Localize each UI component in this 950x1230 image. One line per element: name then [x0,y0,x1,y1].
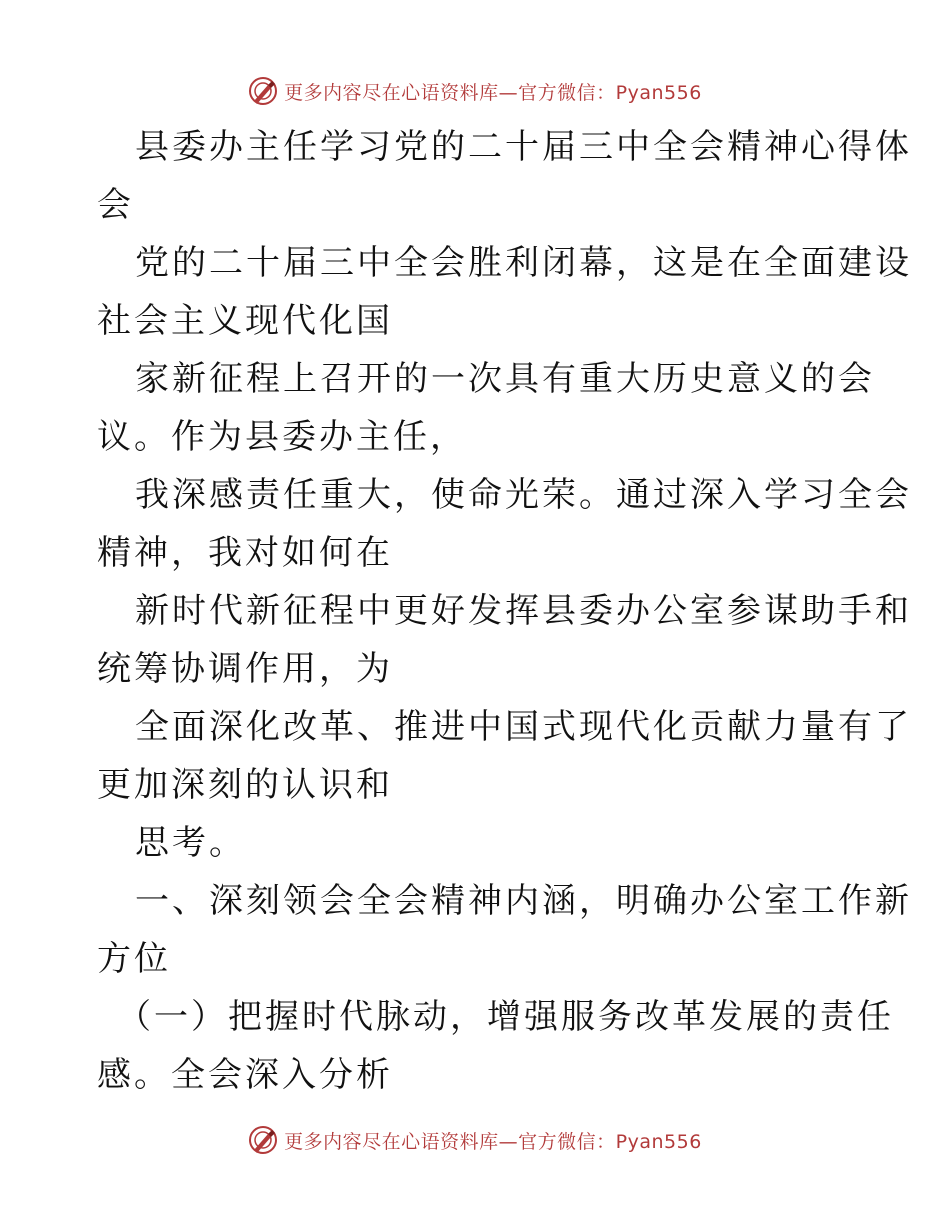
watermark-text: 更多内容尽在心语资料库—官方微信：Pyan556 [284,81,702,104]
paragraph-line: 我深感责任重大，使命光荣。通过深入学习全会 [135,475,912,515]
paragraph-line: 家新征程上召开的一次具有重大历史意义的会 [135,359,875,399]
paragraph-line: 统筹协调作用，为 [97,649,393,689]
header-watermark [0,71,950,111]
subsection-line-2: 感。全会深入分析 [97,1055,393,1095]
section-heading-line-1: 一、深刻领会全会精神内涵，明确办公室工作新 [135,881,912,921]
document-body [97,118,912,1104]
pen-logo-icon [248,76,278,106]
pen-logo-icon [248,1125,278,1155]
paragraph-line: 议。作为县委办主任， [97,417,467,457]
paragraph-line: 全面深化改革、推进中国式现代化贡献力量有了 [135,707,912,747]
paragraph-line: 新时代新征程中更好发挥县委办公室参谋助手和 [135,591,912,631]
paragraph-line: 更加深刻的认识和 [97,765,393,805]
subsection-line-1: （一）把握时代脉动，增强服务改革发展的责任 [117,997,894,1037]
footer-watermark [0,1120,950,1160]
watermark-text: 更多内容尽在心语资料库—官方微信：Pyan556 [284,1130,702,1153]
section-heading-line-2: 方位 [97,939,171,979]
paragraph-line: 思考。 [135,823,246,863]
paragraph-line: 党的二十届三中全会胜利闭幕，这是在全面建设 [135,243,912,283]
paragraph-line: 社会主义现代化国 [97,301,393,341]
paragraph-line: 精神，我对如何在 [97,533,393,573]
title-line-1: 县委办主任学习党的二十届三中全会精神心得体 [135,127,912,167]
title-line-2: 会 [97,185,134,225]
